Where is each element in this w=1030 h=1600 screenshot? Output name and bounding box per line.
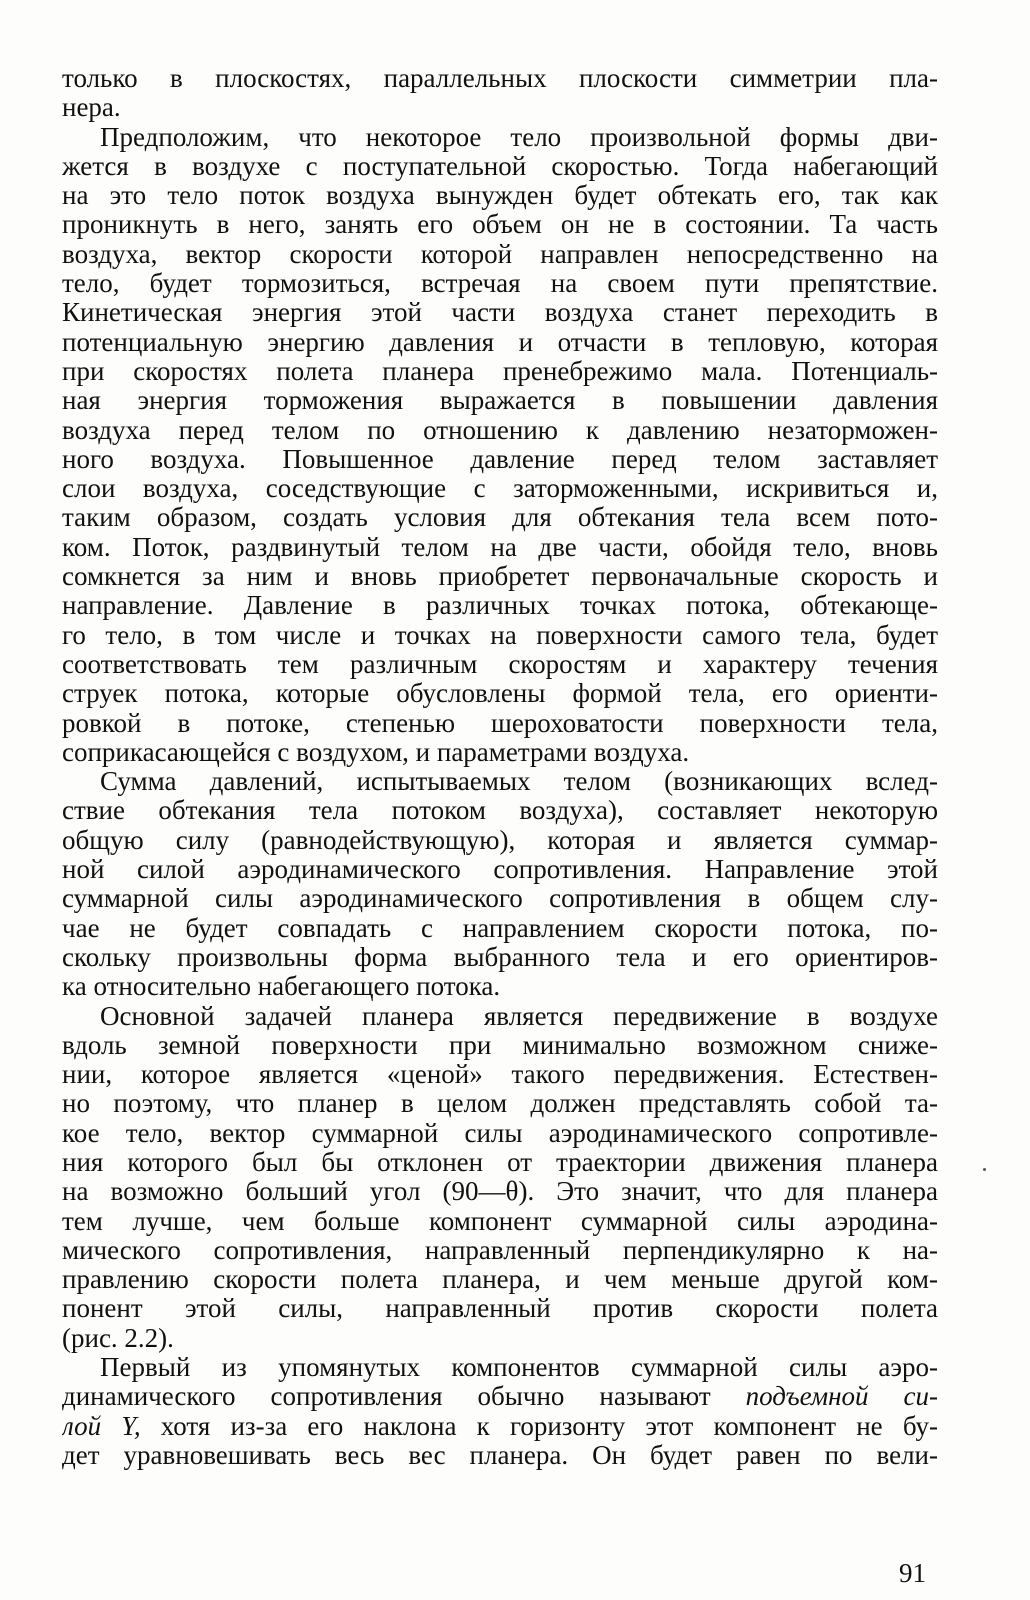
text-line: тем лучше, чем больше компонент суммарной силы аэродина- (62, 1206, 938, 1236)
text-line: потенциальную энергию давления и отчасти в тепловую, которая (62, 327, 938, 357)
text-line: скольку произвольны форма выбранного тела и его ориентиров- (62, 942, 938, 972)
text-line: Предположим, что некоторое тело произвольной формы дви- (100, 122, 938, 152)
italic-term: подъемной си- (745, 1382, 938, 1412)
text-line: воздуха, вектор скорости которой направлен непосредственно на (62, 239, 938, 269)
text-line: ствие обтекания тела потоком воздуха), составляет некоторую (62, 796, 938, 826)
text-line: Кинетическая энергия этой части воздуха станет переходить в (62, 298, 938, 328)
text-line: ной силой аэродинамического сопротивления. Направление этой (62, 855, 938, 885)
text-line: суммарной силы аэродинамического сопротивления в общем слу- (62, 884, 938, 914)
text-line (62, 1382, 938, 1411)
text-line: нии, которое является «ценой» такого передвижения. Естествен- (62, 1060, 938, 1090)
text-line: сомкнется за ним и вновь приобретет первоначальные скорость и (62, 562, 938, 592)
text-line: мического сопротивления, направленный перпендикулярно к на- (62, 1235, 938, 1265)
text-line: ка относительно набегающего потока. (62, 972, 501, 1002)
text-line: на это тело поток воздуха вынужден будет обтекать его, так как (62, 181, 938, 211)
text-line: слои воздуха, соседствующие с заторможенными, искривиться и, (62, 474, 938, 504)
text-line: го тело, в том числе и точках на поверхности самого тела, будет (62, 620, 938, 650)
text-line: ком. Поток, раздвинутый телом на две части, обойдя тело, вновь (62, 532, 938, 562)
italic-term: лой Y, (62, 1411, 141, 1441)
line-text: динамического сопротивления обычно называют (62, 1382, 711, 1412)
text-line: (рис. 2.2). (62, 1323, 174, 1353)
text-line: струек потока, которые обусловлены формой тела, его ориенти- (62, 679, 938, 709)
text-line: ного воздуха. Повышенное давление перед телом заставляет (62, 444, 938, 474)
text-line: вдоль земной поверхности при минимально возможном сниже- (62, 1030, 938, 1060)
text-line: Сумма давлений, испытываемых телом (возникающих вслед- (100, 767, 938, 797)
text-line: направление. Давление в различных точках потока, обтекающе- (62, 591, 938, 621)
text-line: ровкой в потоке, степенью шероховатости поверхности тела, (62, 708, 938, 738)
text-line: таким образом, создать условия для обтекания тела всем пото- (62, 503, 938, 533)
text-line: соответствовать тем различным скоростям и характеру течения (62, 649, 938, 679)
text-line: правлению скорости полета планера, и чем меньше другой ком- (62, 1265, 938, 1295)
text-line: проникнуть в него, занять его объем он не в состоянии. Та часть (62, 210, 938, 240)
text-line: Основной задачей планера является передвижение в воздухе (100, 1001, 938, 1031)
text-line: ния которого был бы отклонен от траектории движения планера (62, 1147, 938, 1177)
text-line: при скоростях полета планера пренебрежимо мала. Потенциаль- (62, 356, 938, 386)
page-number: 91 (899, 1558, 926, 1588)
text-line: тело, будет тормозиться, встречая на своем пути препятствие. (62, 269, 938, 299)
text-line: дет уравновешивать весь вес планера. Он будет равен по вели- (62, 1440, 938, 1470)
line-text: хотя из-за его наклона к горизонту этот компонент не бу- (160, 1411, 938, 1441)
text-line: воздуха перед телом по отношению к давлению незаторможен- (62, 415, 938, 445)
text-line: Первый из упомянутых компонентов суммарной силы аэро- (100, 1353, 938, 1383)
text-line: соприкасающейся с воздухом, и параметрами воздуха. (62, 737, 690, 767)
text-line: жется в воздухе с поступательной скоростью. Тогда набегающий (62, 151, 938, 181)
text-line: кое тело, вектор суммарной силы аэродинамического сопротивле- (62, 1118, 938, 1148)
text-line: общую силу (равнодействующую), которая и является суммар- (62, 825, 938, 855)
text-line: понент этой силы, направленный против скорости полета (62, 1294, 938, 1324)
text-line: ная энергия торможения выражается в повышении давления (62, 386, 938, 416)
text-line: но поэтому, что планер в целом должен представлять собой та- (62, 1089, 938, 1119)
scan-speck (983, 1168, 986, 1171)
text-line: чае не будет совпадать с направлением скорости потока, по- (62, 913, 938, 943)
text-line: только в плоскостях, параллельных плоскости симметрии пла- (62, 64, 938, 93)
text-line (62, 1412, 938, 1441)
text-line: нера. (62, 93, 121, 123)
text-line: на возможно больший угол (90—θ). Это значит, что для планера (62, 1177, 938, 1207)
body-text (62, 64, 938, 1470)
